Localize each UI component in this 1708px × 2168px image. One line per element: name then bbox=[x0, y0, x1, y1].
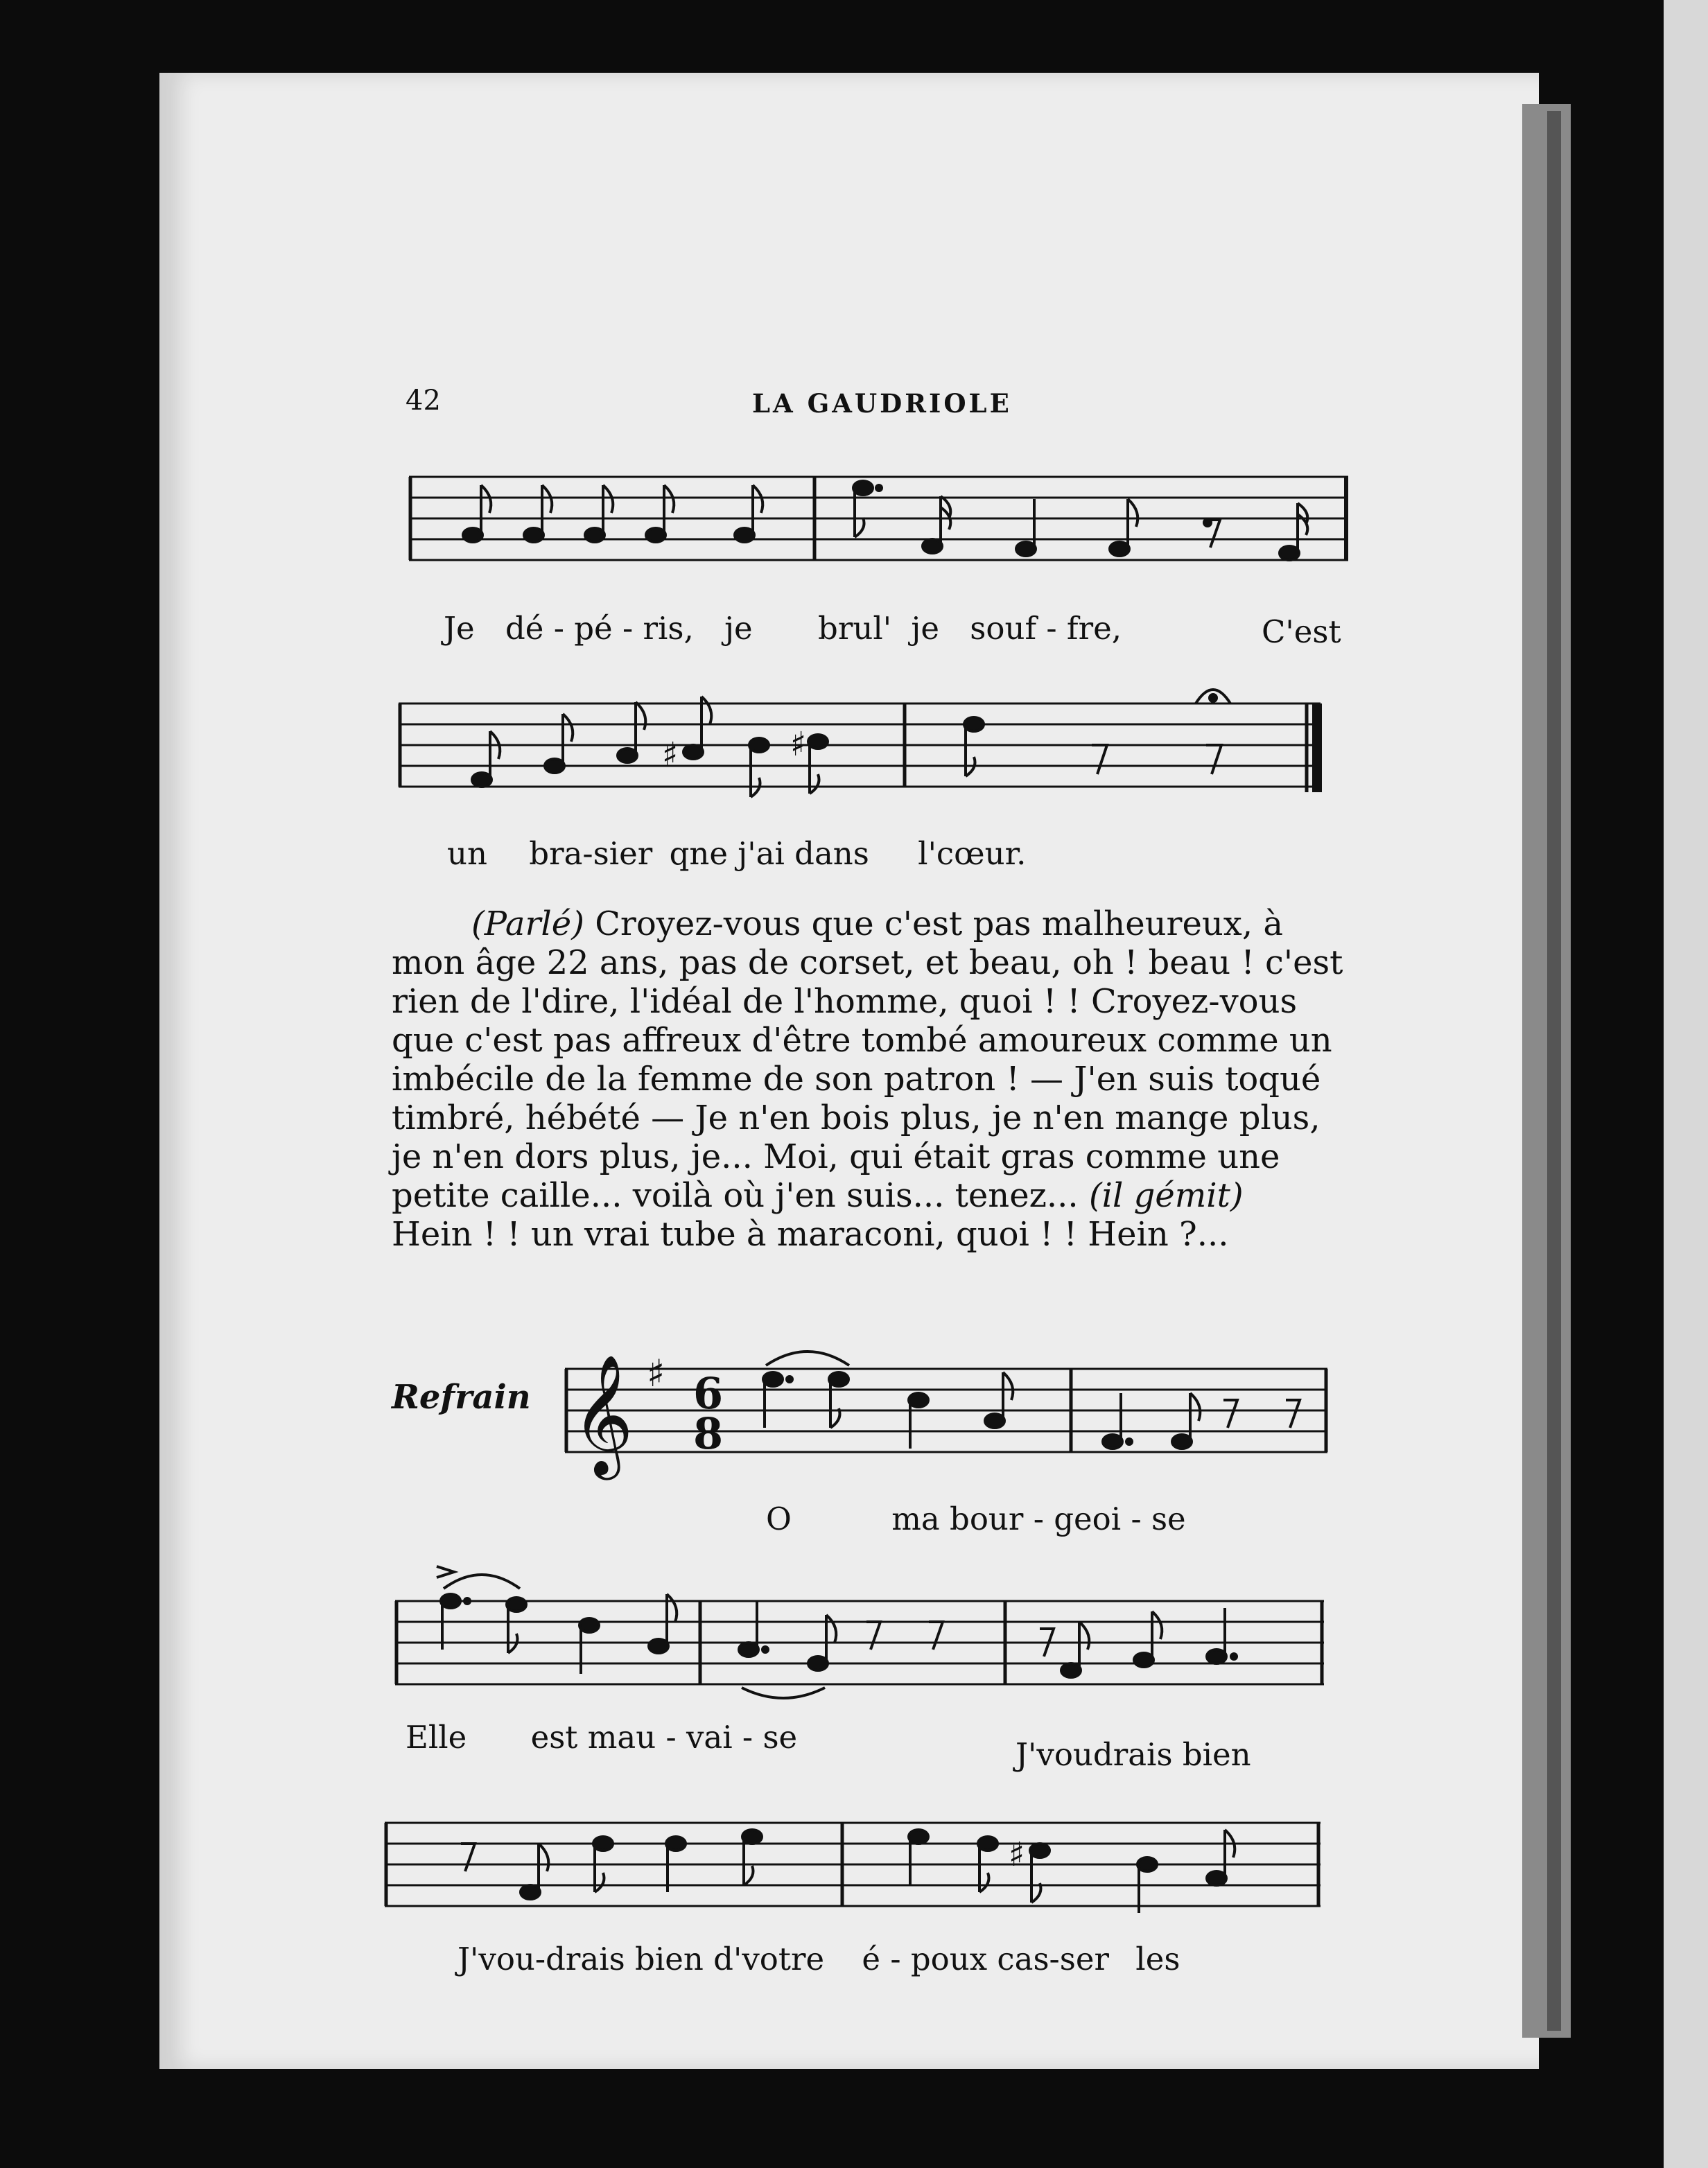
lyric-syllable: est mau - vai - se bbox=[530, 1719, 798, 1756]
music-staff-5 bbox=[385, 1788, 1327, 1927]
stage-direction: (il gémit) bbox=[1088, 1176, 1244, 1215]
lyric-syllable: Je bbox=[444, 610, 475, 647]
refrain-label: Refrain bbox=[392, 1378, 531, 1417]
page-stack-shadow bbox=[1547, 111, 1561, 2031]
paragraph-text: petite caille... voilà où j'en suis... tenez... bbox=[392, 1176, 1079, 1215]
lyric-syllable: les bbox=[1135, 1941, 1180, 1977]
svg-text:♯: ♯ bbox=[647, 1352, 665, 1395]
svg-text:♯: ♯ bbox=[662, 735, 679, 774]
paragraph-line: imbécile de la femme de son patron ! — J'en suis toqué bbox=[392, 1060, 1321, 1099]
paragraph-line: rien de l'dire, l'idéal de l'homme, quoi ! ! Croyez-vous bbox=[392, 982, 1298, 1021]
lyric-line-4-end: J'voudrais bien bbox=[1016, 1736, 1251, 1773]
paragraph-line: mon âge 22 ans, pas de corset, et beau, oh ! beau ! c'est bbox=[392, 943, 1343, 982]
lyric-syllable: je bbox=[911, 610, 939, 647]
lyric-syllable: l'cœur. bbox=[918, 835, 1027, 872]
lyric-syllable: dé - pé - ris, bbox=[505, 610, 694, 647]
music-staff-refrain bbox=[565, 1338, 1334, 1483]
paragraph-line bbox=[392, 1176, 1341, 1215]
lyric-syllable: ma bour - geoi - se bbox=[891, 1501, 1186, 1537]
lyric-line-1-end: C'est bbox=[1262, 613, 1341, 650]
paragraph-line: Hein ! ! un vrai tube à maraconi, quoi ! ! Hein ?... bbox=[392, 1215, 1229, 1254]
lyric-line-4 bbox=[406, 1719, 797, 1756]
lyric-syllable: un bbox=[447, 835, 487, 872]
lyric-syllable: bra-sier bbox=[529, 835, 653, 872]
time-signature-top: 6 bbox=[693, 1368, 724, 1419]
paragraph-line: timbré, hébété — Je n'en bois plus, je n'en mange plus, bbox=[392, 1099, 1321, 1137]
music-staff-1 bbox=[409, 464, 1352, 582]
music-staff-2 bbox=[399, 669, 1341, 807]
svg-text:𝄞: 𝄞 bbox=[572, 1354, 634, 1475]
lyric-syllable: brul' bbox=[818, 610, 892, 647]
lyric-line-3 bbox=[766, 1501, 1186, 1537]
paragraph-line bbox=[392, 904, 1341, 943]
music-staff-4 bbox=[395, 1553, 1331, 1705]
lyric-syllable: je bbox=[724, 610, 753, 647]
time-signature-bottom: 8 bbox=[693, 1408, 724, 1459]
svg-text:♯: ♯ bbox=[1009, 1835, 1025, 1874]
lyric-line-1 bbox=[444, 610, 1122, 647]
lyric-syllable: qne j'ai dans bbox=[669, 835, 869, 872]
spoken-label: (Parlé) bbox=[471, 904, 584, 943]
lyric-line-5 bbox=[458, 1941, 1180, 1977]
running-title: LA GAUDRIOLE bbox=[752, 388, 1012, 419]
paragraph-line: je n'en dors plus, je... Moi, qui était gras comme une bbox=[392, 1137, 1280, 1176]
spoken-paragraph bbox=[392, 904, 1341, 1254]
page-stack-edge bbox=[1522, 104, 1571, 2038]
lyric-syllable: Elle bbox=[406, 1719, 467, 1756]
lyric-syllable: souf - fre, bbox=[970, 610, 1122, 647]
lyric-syllable: O bbox=[766, 1501, 792, 1537]
lyric-syllable: é - poux cas-ser bbox=[862, 1941, 1109, 1977]
paragraph-line: que c'est pas affreux d'être tombé amoureux comme un bbox=[392, 1021, 1332, 1060]
svg-text:♯: ♯ bbox=[790, 725, 807, 764]
lyric-syllable: J'vou-drais bien d'votre bbox=[458, 1941, 825, 1977]
page-number: 42 bbox=[406, 385, 441, 417]
paragraph-text: Croyez-vous que c'est pas malheureux, à bbox=[595, 904, 1283, 943]
lyric-line-2 bbox=[447, 835, 1027, 872]
next-page-edge bbox=[1664, 0, 1708, 2168]
